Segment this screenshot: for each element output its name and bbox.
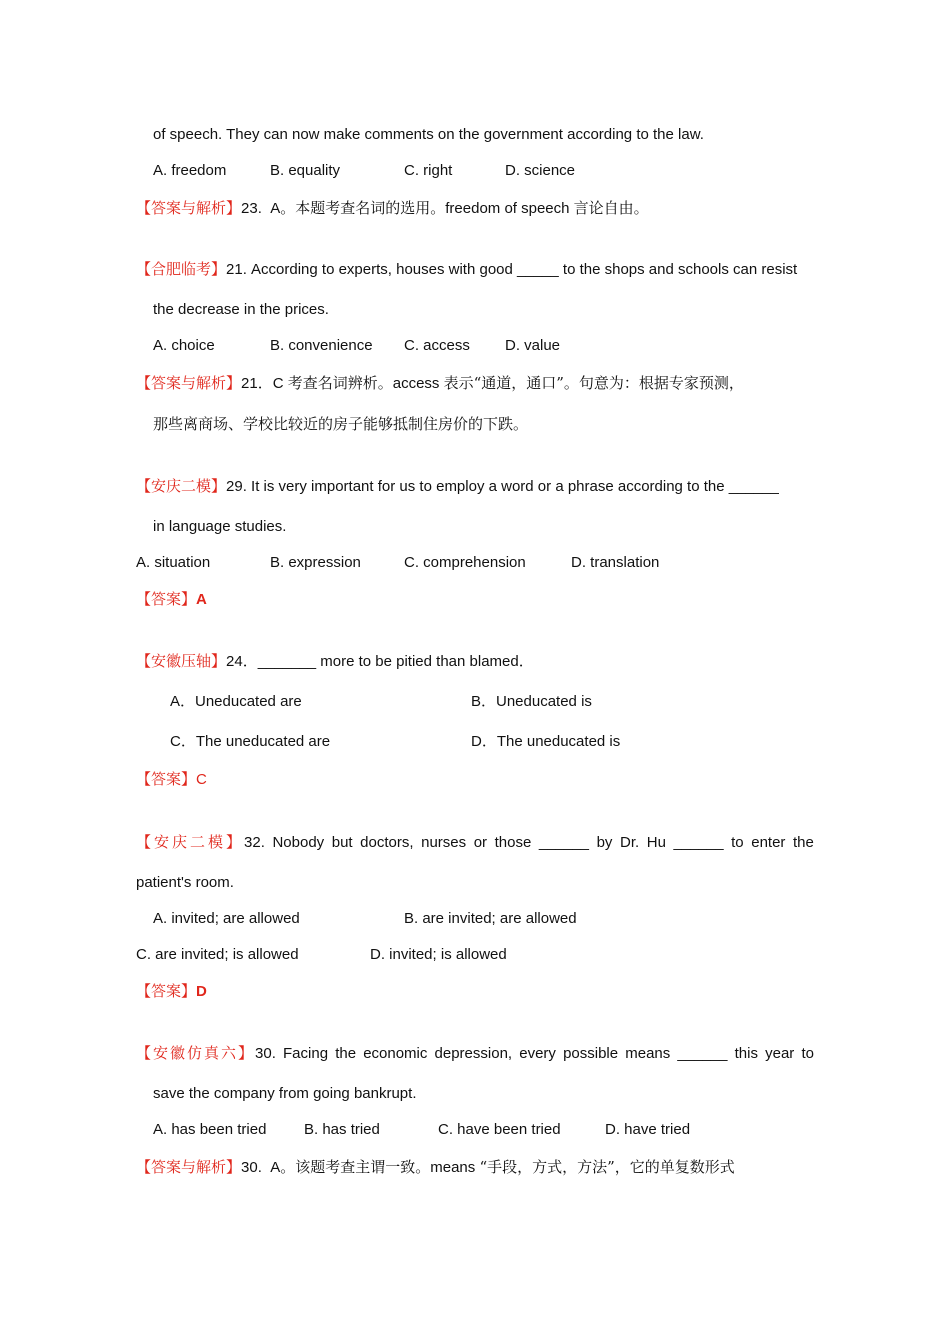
q32-option-a: A. invited; are allowed [153, 910, 300, 927]
word: depression, [434, 1045, 513, 1062]
question-30-line1 [136, 1044, 814, 1064]
answer-analysis-label: 【答案与解析】 [136, 200, 242, 217]
answer-head: 21．C [241, 375, 284, 392]
question-29-line2: in language studies. [153, 518, 287, 535]
q23-option-b: B. equality [270, 162, 341, 179]
q30-option-c: C. have been tried [438, 1121, 561, 1138]
q29-option-a: A. situation [136, 554, 211, 571]
word: the [793, 834, 814, 851]
question-24-line1 [136, 652, 534, 672]
q23-option-a: A. freedom [153, 162, 227, 179]
q30-option-a: A. has been tried [153, 1121, 267, 1138]
word: 32. [244, 834, 265, 851]
answer-translation: 言论自由。 [573, 199, 649, 217]
question-32-line2: patient's room. [136, 874, 234, 891]
word: or [473, 834, 488, 851]
answer-analysis-label: 【答案与解析】 [136, 375, 242, 392]
question-23-continuation: of speech. They can now make comments on the government according to the law. [153, 126, 704, 143]
question-text [255, 1044, 814, 1064]
question-21-line2: the decrease in the prices. [153, 301, 329, 318]
answer-translation: 表示“通道，通口”。句意为：根据专家预测， [443, 374, 744, 392]
word: Hu [646, 834, 666, 851]
question-29-line1 [136, 477, 779, 497]
word: means [625, 1045, 671, 1062]
word: doctors, [360, 834, 414, 851]
answer-analysis-label: 【答案与解析】 [136, 1159, 242, 1176]
answer-number: 30. [241, 1159, 262, 1176]
source-label: 【安庆二模】 [136, 478, 227, 495]
word: 30. [255, 1045, 276, 1062]
q24-option-d: D．The uneducated is [471, 733, 621, 750]
blank: ______ [538, 834, 589, 851]
answer-explanation: 该题考查主谓一致。 [295, 1158, 431, 1176]
answer-explanation: 考查名词辨析。 [287, 374, 393, 392]
q32-option-c: C. are invited; is allowed [136, 946, 299, 963]
q32-answer-line [136, 982, 207, 1002]
blank: ______ [677, 1045, 728, 1062]
q24-answer-line [136, 770, 207, 790]
word: economic [363, 1045, 428, 1062]
source-label: 【合肥临考】 [136, 261, 227, 278]
q29-option-c: C. comprehension [404, 554, 526, 571]
answer-translation: “手段，方式，方法”，它的单复数形式 [479, 1158, 735, 1176]
answer-english-term: freedom of speech [445, 200, 570, 217]
word: Nobody [272, 834, 325, 851]
word: to [731, 834, 744, 851]
q24-option-c: C．The uneducated are [170, 733, 331, 750]
word: nurses [421, 834, 467, 851]
answer-number: 23. [241, 200, 262, 217]
q21-option-a: A. choice [153, 337, 215, 354]
word: but [331, 834, 353, 851]
q30-option-d: D. have tried [605, 1121, 691, 1138]
q30-option-b: B. has tried [304, 1121, 380, 1138]
answer-value: C [196, 771, 207, 788]
q30-answer-line [136, 1157, 735, 1178]
q21-option-b: B. convenience [270, 337, 373, 354]
q32-option-d: D. invited; is allowed [370, 946, 507, 963]
question-text: 29. It is very important for us to employ a word or a phrase according to the ______ [226, 478, 779, 495]
word: Dr. [619, 834, 640, 851]
word: enter [751, 834, 786, 851]
q29-answer-line [136, 590, 207, 610]
word: every [519, 1045, 556, 1062]
word: Facing [283, 1045, 329, 1062]
answer-label: 【答案】 [136, 771, 197, 788]
answer-label: 【答案】 [136, 983, 197, 1000]
word: by [596, 834, 613, 851]
answer-label: 【答案】 [136, 591, 197, 608]
word: to [801, 1045, 814, 1062]
q24-option-b: B．Uneducated is [471, 693, 592, 710]
word: possible [563, 1045, 619, 1062]
word: this [734, 1045, 758, 1062]
question-text: 24．_______ more to be pitied than blamed． [226, 653, 534, 670]
answer-english-term: access [392, 375, 440, 392]
word: those [494, 834, 532, 851]
answer-letter: A。 [270, 200, 296, 217]
q21-option-d: D. value [505, 337, 561, 354]
q23-answer-line [136, 198, 649, 219]
answer-value: A [196, 591, 207, 608]
q24-option-a: A．Uneducated are [170, 693, 302, 710]
q21-answer-line1 [136, 373, 744, 394]
q21-answer-line2: 那些离商场、学校比较近的房子能够抵制住房价的下跌。 [153, 415, 529, 433]
q21-option-c: C. access [404, 337, 470, 354]
question-21-line1 [136, 260, 797, 280]
answer-letter: A。 [270, 1159, 296, 1176]
answer-explanation: 本题考查名词的选用。 [295, 199, 446, 217]
q29-option-d: D. translation [571, 554, 660, 571]
source-label: 【安庆二模】 [136, 834, 245, 851]
answer-english-term: means [430, 1159, 476, 1176]
question-32-line1 [136, 833, 814, 853]
answer-value: D [196, 983, 207, 1000]
blank: ______ [673, 834, 724, 851]
q23-option-c: C. right [404, 162, 453, 179]
question-text [244, 833, 814, 853]
source-label: 【安徽仿真六】 [136, 1045, 256, 1062]
question-30-line2: save the company from going bankrupt. [153, 1085, 417, 1102]
word: the [335, 1045, 357, 1062]
question-text: 21. According to experts, houses with good _____ to the shops and schools can resist [226, 261, 798, 278]
word: year [765, 1045, 795, 1062]
q32-option-b: B. are invited; are allowed [404, 910, 577, 927]
source-label: 【安徽压轴】 [136, 653, 227, 670]
q23-option-d: D. science [505, 162, 576, 179]
q29-option-b: B. expression [270, 554, 361, 571]
